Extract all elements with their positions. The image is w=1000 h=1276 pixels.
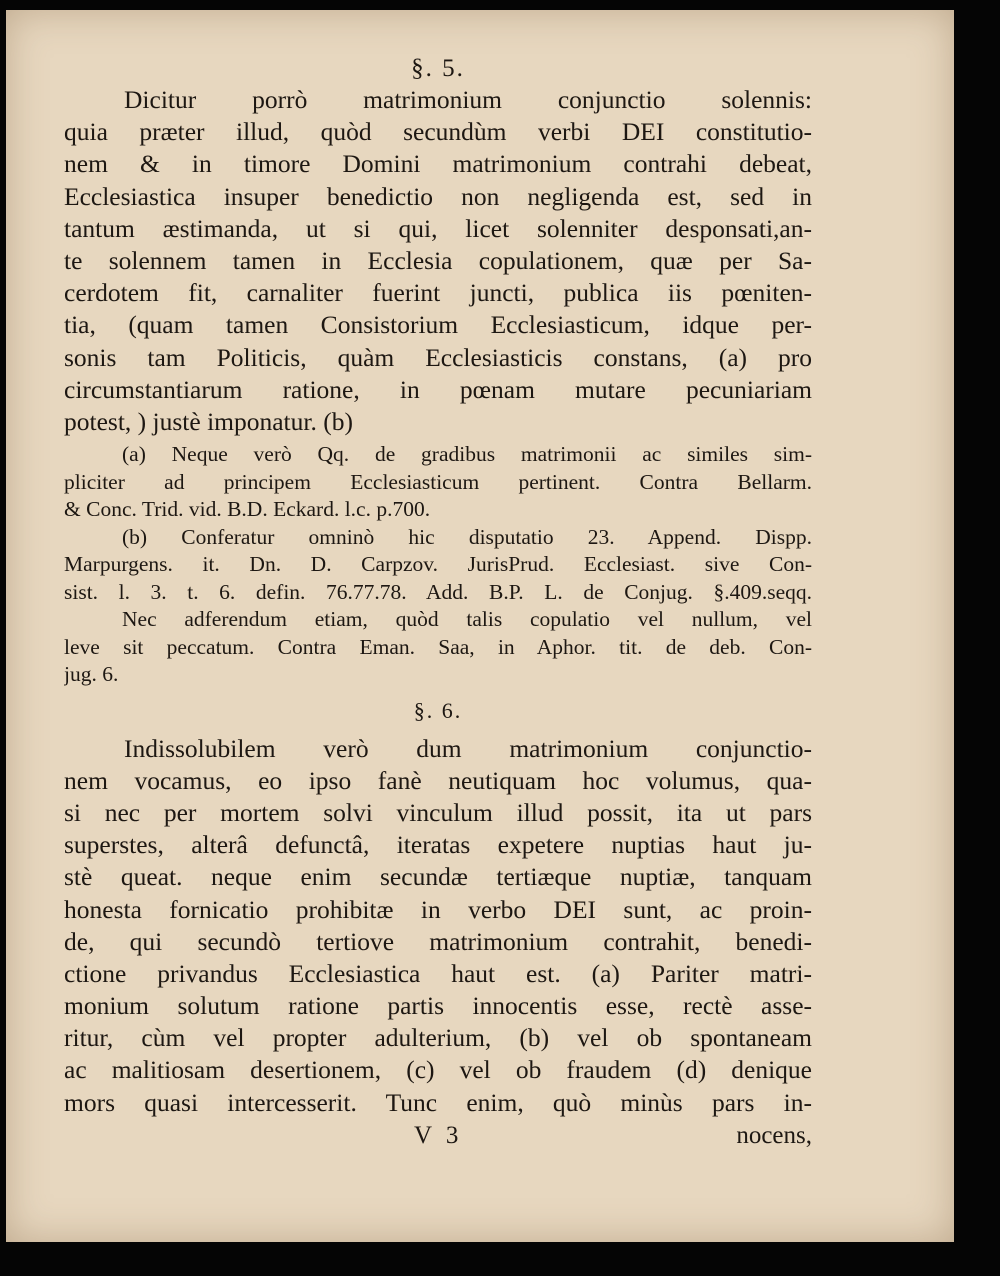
footnote-line: Marpurgens. it. Dn. D. Carpzov. JurisPrud. Ecclesiast. sive Con- <box>64 552 812 577</box>
footnote-line: jug. 6. <box>64 662 119 687</box>
page-footer <box>64 1119 812 1153</box>
footnote-line: pliciter ad principem Ecclesiasticum pertinent. Contra Bellarm. <box>64 469 812 494</box>
footnote-line: Nec adferendum etiam, quòd talis copulatio vel nullum, vel <box>122 607 812 632</box>
text-line: Dicitur porrò matrimonium conjunctio solennis: <box>124 85 812 114</box>
book-page <box>6 10 954 1242</box>
text-line: nem vocamus, eo ipso fanè neutiquam hoc volumus, qua- <box>64 765 812 795</box>
text-line: Ecclesiastica insuper benedictio non negligenda est, sed in <box>64 181 812 211</box>
text-line: nem & in timore Domini matrimonium contrahi debeat, <box>64 149 812 179</box>
signature-mark: V 3 <box>414 1121 463 1149</box>
text-line: si nec per mortem solvi vinculum illud possit, ita ut pars <box>64 797 812 827</box>
text-line: stè queat. neque enim secundæ tertiæque nuptiæ, tanquam <box>64 862 812 892</box>
text-line: ctione privandus Ecclesiastica haut est. (a) Pariter matri- <box>64 958 812 988</box>
section-5-body <box>64 84 812 438</box>
footnote-line: & Conc. Trid. vid. B.D. Eckard. l.c. p.700. <box>64 497 431 522</box>
catchword: nocens, <box>736 1121 812 1149</box>
text-line: mors quasi intercesserit. Tunc enim, quò minùs pars in- <box>64 1087 812 1117</box>
footnote-line: leve sit peccatum. Contra Eman. Saa, in Aphor. tit. de deb. Con- <box>64 634 812 659</box>
text-line: ac malitiosam desertionem, (c) vel ob fraudem (d) denique <box>64 1055 812 1085</box>
footnote-line: (a) Neque verò Qq. de gradibus matrimonii ac similes sim- <box>122 442 812 467</box>
text-line: superstes, alterâ defunctâ, iteratas expetere nuptias haut ju- <box>64 830 812 860</box>
section-heading-6: §. 6. <box>413 697 463 723</box>
text-line: sonis tam Politicis, quàm Ecclesiasticis constans, (a) pro <box>64 342 812 372</box>
footnote-line: (b) Conferatur omninò hic disputatio 23. Append. Dispp. <box>122 524 812 549</box>
text-line: quia præter illud, quòd secundùm verbi DEI constitutio- <box>64 117 812 147</box>
section-6-body <box>64 733 812 1119</box>
text-line: monium solutum ratione partis innocentis esse, rectè asse- <box>64 991 812 1021</box>
text-line: honesta fornicatio prohibitæ in verbo DEI sunt, ac proin- <box>64 894 812 924</box>
text-line: tia, (quam tamen Consistorium Ecclesiasticum, idque per- <box>64 310 812 340</box>
text-line: tantum æstimanda, ut si qui, licet solenniter desponsati,an- <box>64 213 812 243</box>
text-line: de, qui secundò tertiove matrimonium contrahit, benedi- <box>64 926 812 956</box>
text-line: cerdotem fit, carnaliter fuerint juncti, publica iis pœniten- <box>64 278 812 308</box>
footnote-line: sist. l. 3. t. 6. defin. 76.77.78. Add. B.P. L. de Conjug. §.409.seqq. <box>64 579 812 604</box>
text-line: Indissolubilem verò dum matrimonium conjunctio- <box>124 733 812 763</box>
section-heading-5: §. 5. <box>411 55 465 82</box>
text-line: potest, ) justè imponatur. (b) <box>64 406 353 436</box>
text-line: te solennem tamen in Ecclesia copulationem, quæ per Sa- <box>64 245 812 275</box>
text-line: circumstantiarum ratione, in pœnam mutare pecuniariam <box>64 374 812 404</box>
text-line: ritur, cùm vel propter adulterium, (b) vel ob spontaneam <box>64 1023 812 1053</box>
page-text <box>64 54 812 1153</box>
section-5-footnotes <box>64 441 812 689</box>
